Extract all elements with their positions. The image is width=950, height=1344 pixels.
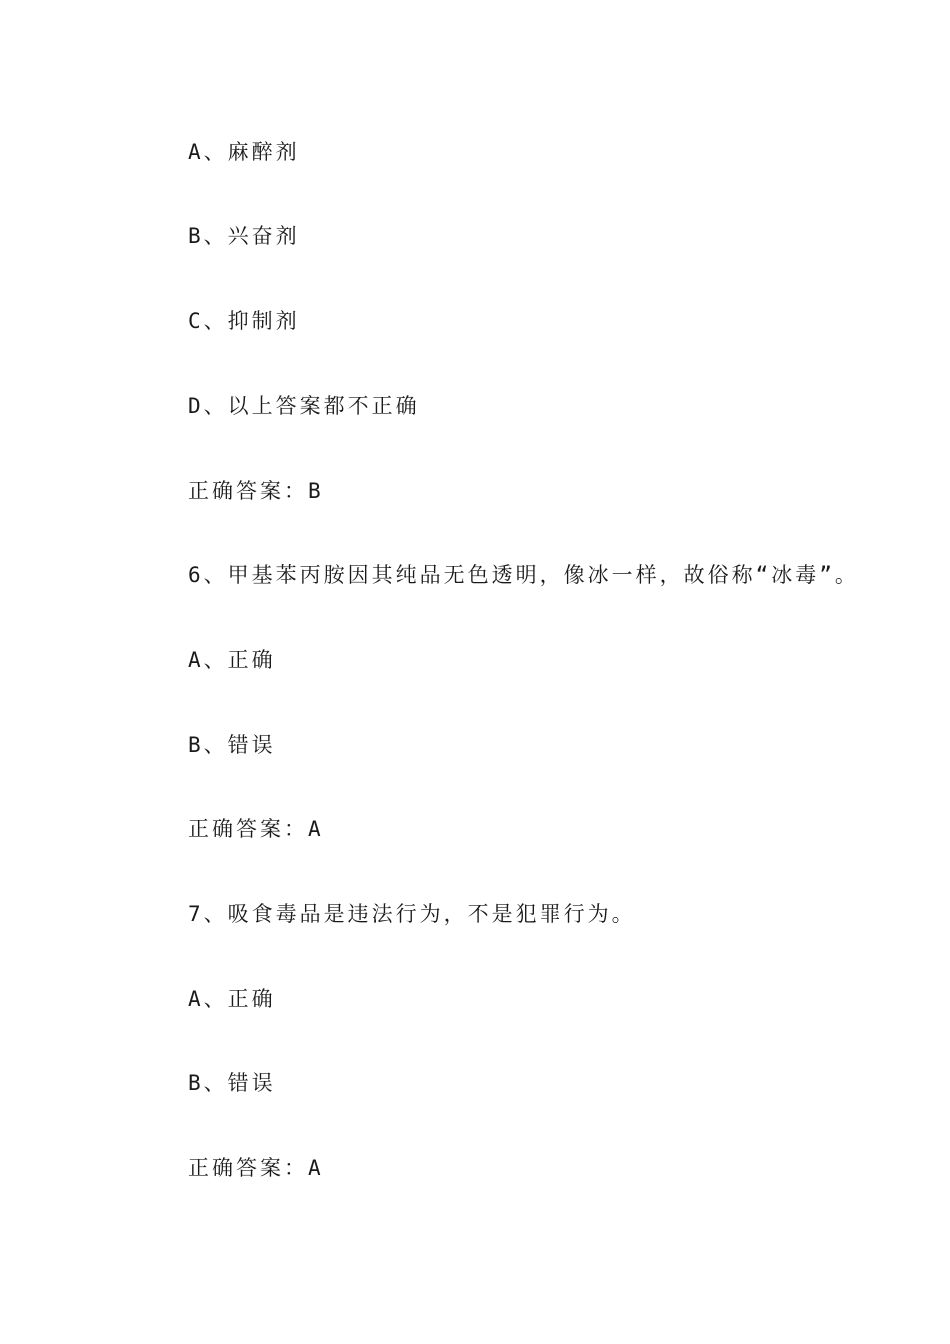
- question5-option-d: D、以上答案都不正确: [188, 394, 420, 418]
- question5-option-b: B、兴奋剂: [188, 224, 300, 248]
- question5-option-c: C、抑制剂: [188, 309, 300, 333]
- question6-option-b: B、错误: [188, 733, 276, 757]
- question5-answer: 正确答案：B: [188, 479, 324, 503]
- question7-text: 7、吸食毒品是违法行为，不是犯罪行为。: [188, 902, 636, 926]
- question6-option-a: A、正确: [188, 648, 276, 672]
- question6-answer: 正确答案：A: [188, 817, 324, 841]
- question7-option-a: A、正确: [188, 987, 276, 1011]
- question6-text: 6、甲基苯丙胺因其纯品无色透明，像冰一样，故俗称“冰毒”。: [188, 563, 859, 587]
- question7-answer: 正确答案：A: [188, 1156, 324, 1180]
- question7-option-b: B、错误: [188, 1071, 276, 1095]
- question5-option-a: A、麻醉剂: [188, 140, 300, 164]
